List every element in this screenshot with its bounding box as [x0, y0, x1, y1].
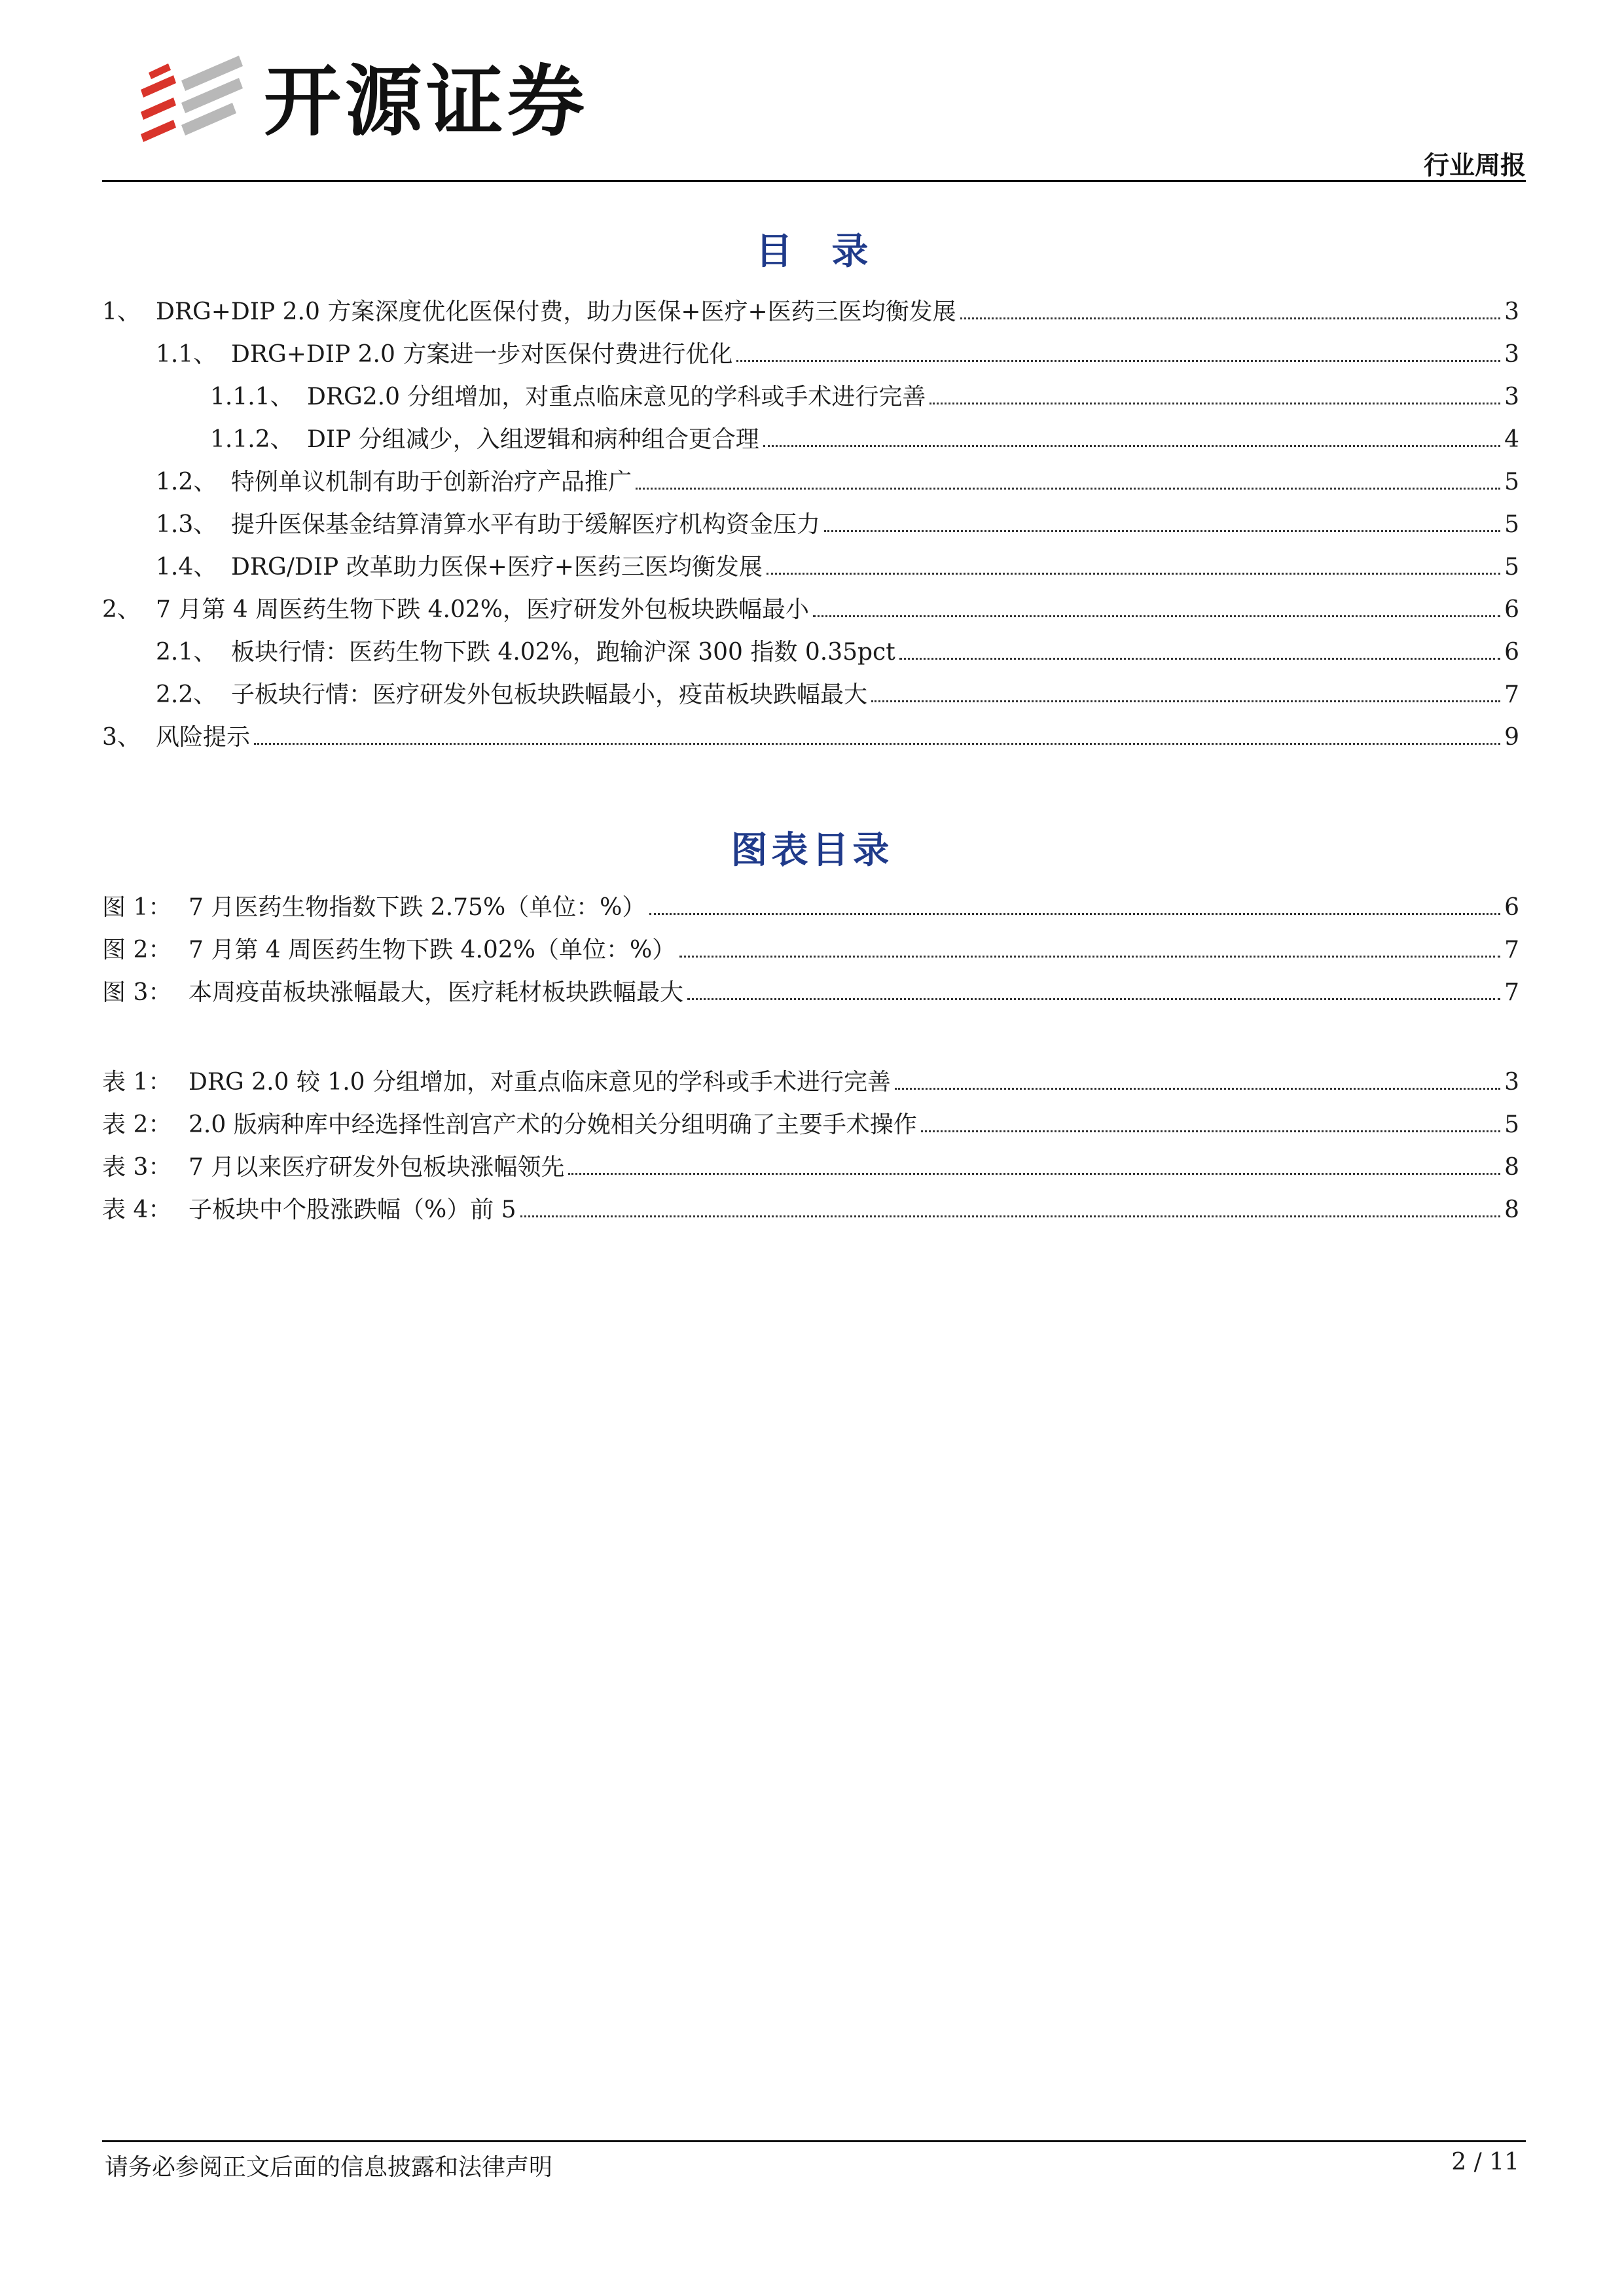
dot-leader: [960, 317, 1500, 319]
figure-entry-page-number: 6: [1504, 893, 1519, 921]
toc-entry-page-number: 3: [1504, 383, 1519, 410]
table-entry-title: DRG 2.0 较 1.0 分组增加，对重点临床意见的学科或手术进行完善: [189, 1068, 892, 1096]
dot-leader: [687, 998, 1500, 1000]
toc-entry-title: DIP 分组减少，入组逻辑和病种组合更合理: [307, 425, 759, 453]
dot-leader: [649, 913, 1500, 915]
toc-entry[interactable]: [102, 378, 1519, 411]
toc-entry[interactable]: [102, 421, 1519, 454]
toc-heading: 目录: [755, 230, 908, 273]
toc-entry-title: 特例单议机制有助于创新治疗产品推广: [231, 468, 632, 495]
dot-leader: [568, 1173, 1500, 1175]
toc-entry-title: DRG+DIP 2.0 方案深度优化医保付费，助力医保+医疗+医药三医均衡发展: [156, 298, 956, 325]
table-entry-number: 表 2：: [102, 1111, 172, 1138]
table-entry-page-number: 3: [1504, 1068, 1519, 1096]
figures-tables-heading: 图表目录: [731, 829, 893, 872]
dot-leader: [871, 700, 1500, 702]
company-logo: [134, 46, 588, 157]
toc-entry-number: 1.2、: [156, 468, 217, 495]
figure-entry[interactable]: [102, 974, 1519, 1007]
table-entry-title: 子板块中个股涨跌幅（%）前 5: [189, 1196, 516, 1223]
toc-entry-page-number: 6: [1504, 596, 1519, 623]
dot-leader: [813, 615, 1500, 617]
dot-leader: [254, 743, 1500, 745]
toc-entry-number: 1.1、: [156, 340, 217, 368]
table-entry-title: 7 月以来医疗研发外包板块涨幅领先: [189, 1153, 565, 1181]
toc-entry-number: 2.2、: [156, 681, 217, 708]
dot-leader: [520, 1215, 1501, 1217]
table-entry-number: 表 1：: [102, 1068, 172, 1096]
toc-entry-number: 3、: [102, 723, 141, 751]
toc-entry[interactable]: [102, 719, 1519, 751]
toc-entry-page-number: 9: [1504, 723, 1519, 751]
toc-entry[interactable]: [102, 676, 1519, 709]
dot-leader: [895, 1088, 1500, 1090]
header-divider: [102, 180, 1526, 182]
toc-entry-page-number: 7: [1504, 681, 1519, 708]
table-entry[interactable]: [102, 1106, 1519, 1139]
table-entry[interactable]: [102, 1064, 1519, 1096]
figure-entry-number: 图 3：: [102, 978, 172, 1006]
dot-leader: [636, 488, 1500, 490]
toc-entry[interactable]: [102, 591, 1519, 624]
toc-entry-title: DRG+DIP 2.0 方案进一步对医保付费进行优化: [231, 340, 733, 368]
footer-disclaimer: 请务必参阅正文后面的信息披露和法律声明: [105, 2154, 553, 2181]
toc-entry-number: 1、: [102, 298, 141, 325]
toc-entry-title: 提升医保基金结算清算水平有助于缓解医疗机构资金压力: [231, 511, 821, 538]
footer-divider: [102, 2140, 1526, 2142]
toc-entry-page-number: 5: [1504, 468, 1519, 495]
dot-leader: [921, 1130, 1500, 1132]
toc-entry-page-number: 5: [1504, 511, 1519, 538]
company-name: 开源证券: [264, 56, 589, 147]
dot-leader: [767, 573, 1500, 575]
toc-entry[interactable]: [102, 463, 1519, 496]
dot-leader: [736, 360, 1500, 362]
toc-entry-number: 2.1、: [156, 638, 217, 666]
table-entry-page-number: 8: [1504, 1153, 1519, 1181]
table-entry-number: 表 4：: [102, 1196, 172, 1223]
toc-entry[interactable]: [102, 548, 1519, 581]
toc-entry-page-number: 6: [1504, 638, 1519, 666]
toc-entry-title: DRG2.0 分组增加，对重点临床意见的学科或手术进行完善: [307, 383, 926, 410]
table-entry-page-number: 8: [1504, 1196, 1519, 1223]
figure-entry-number: 图 2：: [102, 936, 172, 963]
toc-entry-title: 板块行情：医药生物下跌 4.02%，跑输沪深 300 指数 0.35pct: [231, 638, 895, 666]
toc-entry-page-number: 4: [1504, 425, 1519, 453]
company-logo-icon: [134, 49, 252, 154]
toc-entry[interactable]: [102, 634, 1519, 666]
toc-entry[interactable]: [102, 336, 1519, 368]
toc-entry-number: 1.1.2、: [210, 425, 294, 453]
toc-entry-title: 子板块行情：医疗研发外包板块跌幅最小，疫苗板块跌幅最大: [231, 681, 868, 708]
table-entry-title: 2.0 版病种库中经选择性剖宫产术的分娩相关分组明确了主要手术操作: [189, 1111, 917, 1138]
toc-entry-number: 2、: [102, 596, 141, 623]
figure-entry-title: 7 月医药生物指数下跌 2.75%（单位：%）: [189, 893, 646, 921]
toc-entry-number: 1.3、: [156, 511, 217, 538]
toc-entry-number: 1.1.1、: [210, 383, 294, 410]
toc-entry-title: 风险提示: [156, 723, 251, 751]
toc-entry-title: 7 月第 4 周医药生物下跌 4.02%，医疗研发外包板块跌幅最小: [156, 596, 809, 623]
toc-entry-title: DRG/DIP 改革助力医保+医疗+医药三医均衡发展: [231, 553, 763, 581]
figure-entry-title: 本周疫苗板块涨幅最大，医疗耗材板块跌幅最大: [189, 978, 684, 1006]
table-entry-page-number: 5: [1504, 1111, 1519, 1138]
figure-entry-title: 7 月第 4 周医药生物下跌 4.02%（单位：%）: [189, 936, 676, 963]
dot-leader: [679, 956, 1500, 958]
toc-entry-page-number: 3: [1504, 340, 1519, 368]
table-entry-number: 表 3：: [102, 1153, 172, 1181]
toc-entry-page-number: 5: [1504, 553, 1519, 581]
dot-leader: [763, 445, 1500, 447]
figure-entry-number: 图 1：: [102, 893, 172, 921]
toc-entry-number: 1.4、: [156, 553, 217, 581]
figure-entry[interactable]: [102, 931, 1519, 964]
figure-entry[interactable]: [102, 889, 1519, 922]
toc-entry-page-number: 3: [1504, 298, 1519, 325]
report-type-label: 行业周报: [1423, 151, 1526, 181]
toc-entry[interactable]: [102, 293, 1519, 326]
table-entry[interactable]: [102, 1149, 1519, 1181]
table-entry[interactable]: [102, 1191, 1519, 1224]
toc-entry[interactable]: [102, 506, 1519, 539]
figure-entry-page-number: 7: [1504, 936, 1519, 963]
dot-leader: [824, 530, 1500, 532]
footer-page-indicator: 2 / 11: [1451, 2149, 1519, 2176]
dot-leader: [929, 403, 1500, 404]
figure-entry-page-number: 7: [1504, 978, 1519, 1006]
dot-leader: [899, 658, 1500, 660]
